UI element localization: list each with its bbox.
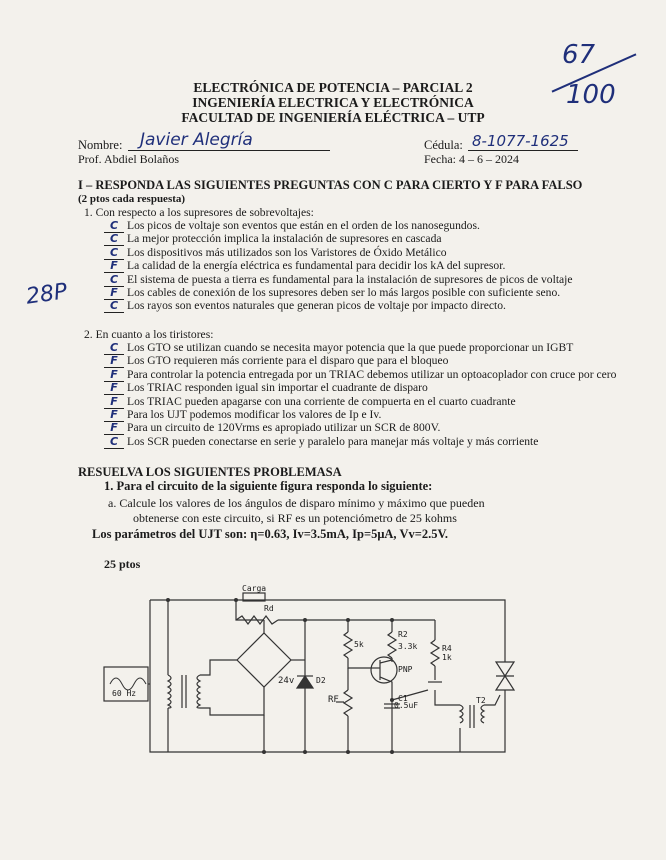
answer-mark: C: [104, 342, 124, 355]
statement-text: La calidad de la energía eléctrica es fundamental para decidir los kA del supresor.: [127, 259, 506, 273]
answer-mark: C: [104, 274, 124, 287]
source-frequency: 60 Hz: [112, 689, 137, 698]
section1-score: 28P: [24, 279, 69, 310]
d2-label: D2: [316, 676, 326, 685]
statement-text: Los cables de conexión de los supresores deben ser lo más largos posible con suficiente seno.: [127, 286, 561, 299]
statement-text: Los dispositivos más utilizados son los Varistores de Óxido Metálico: [127, 245, 447, 259]
problem1a-line2: obtenerse con este circuito, si RF es un potenciómetro de 25 kohms: [133, 511, 457, 525]
r4-label: R4: [442, 644, 452, 653]
cedula-value: 8-1077-1625: [472, 132, 569, 150]
t2-label: T2: [476, 696, 486, 705]
statement-text: Los picos de voltaje son eventos que están en el orden de los nanosegundos.: [127, 219, 480, 232]
problem1-points: 25 ptos: [104, 557, 141, 571]
answer-mark: F: [104, 287, 124, 300]
answer-mark: F: [104, 382, 124, 395]
r4-value: 1k: [442, 653, 452, 662]
answer-mark: C: [104, 247, 124, 260]
cedula-label: Cédula:: [424, 138, 463, 152]
exam-program: INGENIERÍA ELECTRICA Y ELECTRÓNICA: [192, 95, 474, 110]
answer-mark: F: [104, 369, 124, 382]
r5k-label: 5k: [354, 640, 364, 649]
zener-voltage: 24v: [278, 676, 295, 686]
r2-value: 3.3k: [398, 642, 418, 651]
name-value: Javier Alegría: [140, 130, 253, 150]
statement-text: Los GTO requieren más corriente para el disparo que para el bloqueo: [127, 354, 449, 368]
statement-text: Para un circuito de 120Vrms es apropiado utilizar un SCR de 800V.: [127, 421, 441, 435]
rd-label: Rd: [264, 604, 274, 613]
statement-text: Los TRIAC pueden apagarse con una corriente de compuerta en el cuarto cuadrante: [127, 394, 516, 408]
answer-mark: F: [104, 409, 124, 422]
professor: Prof. Abdiel Bolaños: [78, 152, 179, 166]
answer-mark: F: [104, 422, 124, 435]
question1-intro: 1. Con respecto a los supresores de sobrevoltajes:: [84, 206, 314, 219]
problem1a-line1: a. Calcule los valores de los ángulos de disparo mínimo y máximo que pueden: [108, 496, 485, 510]
answer-mark: C: [104, 436, 124, 449]
grade-numerator: 67: [562, 40, 596, 70]
section1-points: (2 ptos cada respuesta): [78, 193, 186, 205]
ujt-parameters: Los parámetros del UJT son: η=0.63, Iv=3.5mA, Ip=5μA, Vv=2.5V.: [92, 527, 449, 541]
exam-faculty: FACULTAD DE INGENIERÍA ELÉCTRICA – UTP: [181, 110, 485, 125]
question2-intro: 2. En cuanto a los tiristores:: [84, 328, 214, 341]
statement-text: La mejor protección implica la instalación de supresores en cascada: [127, 232, 442, 246]
answer-mark: C: [104, 233, 124, 246]
r2-label: R2: [398, 630, 408, 639]
problem1-statement: 1. Para el circuito de la siguiente figura responda lo siguiente:: [104, 479, 433, 493]
section1-title: I – RESPONDA LAS SIGUIENTES PREGUNTAS CON C PARA CIERTO Y F PARA FALSO: [78, 178, 583, 192]
c1-value: 0.5uF: [394, 701, 419, 710]
statement-text: Los rayos son eventos naturales que generan picos de voltaje por impacto directo.: [127, 299, 506, 313]
carga-label: Carga: [242, 584, 267, 593]
name-label: Nombre:: [78, 138, 123, 152]
section2-title: RESUELVA LOS SIGUIENTES PROBLEMASA: [78, 465, 342, 479]
pnp-label: PNP: [398, 665, 413, 674]
statement-text: Los SCR pueden conectarse en serie y paralelo para manejar más voltaje y más corriente: [127, 434, 539, 448]
statement-text: El sistema de puesta a tierra es fundamental para la instalación de supresores de picos de voltaje: [127, 272, 573, 286]
statement-text: Para controlar la potencia entregada por un TRIAC debemos utilizar un optoacoplador con cruce por cero: [127, 367, 617, 381]
statement-text: Los GTO se utilizan cuando se necesita mayor potencia que la que puede proporcionar un IGBT: [127, 341, 574, 354]
answer-mark: F: [104, 355, 124, 368]
rf-label: RF: [328, 695, 339, 705]
exam-title: ELECTRÓNICA DE POTENCIA – PARCIAL 2: [193, 80, 473, 95]
c1-label: C1: [398, 694, 408, 703]
grade-denominator: 100: [566, 80, 616, 110]
answer-mark: F: [104, 396, 124, 409]
answer-mark: C: [104, 300, 124, 313]
answer-mark: F: [104, 260, 124, 273]
exam-date: Fecha: 4 – 6 – 2024: [424, 152, 519, 166]
statement-text: Para los UJT podemos modificar los valores de Ip e Iv.: [127, 408, 382, 421]
statement-text: Los TRIAC responden igual sin importar el cuadrante de disparo: [127, 381, 428, 395]
answer-mark: C: [104, 220, 124, 233]
